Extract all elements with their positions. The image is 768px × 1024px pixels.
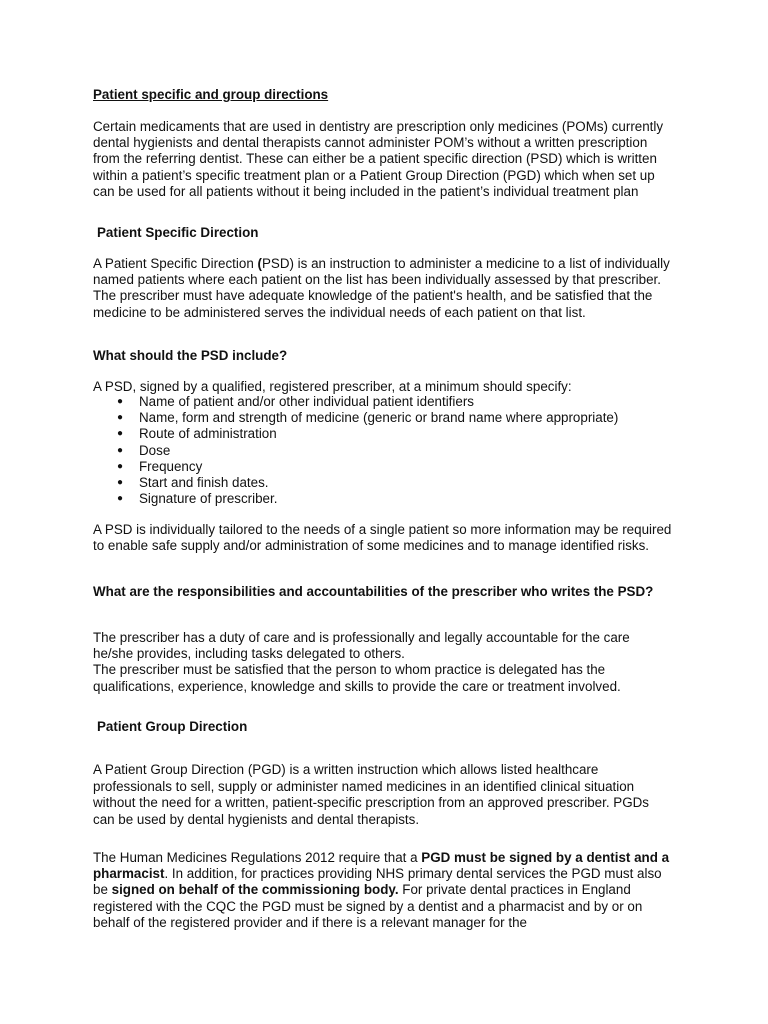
regulations-paragraph [93,850,673,931]
bullet-icon: ● [117,428,124,440]
psd-include-intro: A PSD, signed by a qualified, registered prescriber, at a minimum should specify: [93,379,572,394]
responsibilities-heading: What are the responsibilities and accountabilities of the prescriber who writes the PSD? [93,584,654,599]
bullet-icon: ● [117,477,124,489]
psd-include-list [93,394,673,507]
document-title: Patient specific and group directions [93,87,329,102]
intro-paragraph: Certain medicaments that are used in dentistry are prescription only medicines (POMs) currently dental hygienists and dental therapists cannot administer POM’s without a written prescription from the referring dentist. These can either be a patient specific direction (PSD) which is written within a patient’s specific treatment plan or a Patient Group Direction (PGD) which when set up can be used for all patients without it being included in the patient’s individual treatment plan [93,119,664,199]
list-item [93,426,673,442]
psd-paragraph-text-a: A Patient Specific Direction [93,256,258,271]
list-item-text: Name, form and strength of medicine (generic or brand name where appropriate) [139,410,619,426]
psd-paragraph-bold-paren: ( [257,256,262,271]
regulations-text-1: The Human Medicines Regulations 2012 require that a [93,850,422,865]
psd-tailored-paragraph: A PSD is individually tailored to the needs of a single patient so more information may be required to enable safe supply and/or administration of some medicines and to manage identified risks. [93,522,672,554]
psd-heading: Patient Specific Direction [97,225,259,240]
responsibilities-line-1: The prescriber has a duty of care and is professionally and legally accountable for the care he/she provides, including tasks delegated to others. [93,630,630,662]
psd-include-heading: What should the PSD include? [93,348,288,363]
bullet-icon: ● [117,493,124,505]
list-item-text: Dose [139,442,171,458]
bullet-icon: ● [117,460,124,472]
list-item [93,410,673,426]
regulations-bold-2: signed on behalf of the commissioning body. [111,882,399,898]
list-item-text: Signature of prescriber. [139,491,278,507]
list-item [93,475,673,491]
list-item [93,443,673,459]
regulations-bold-1: PGD must be signed by a dentist and a pharmacist [93,850,670,882]
pgd-paragraph: A Patient Group Direction (PGD) is a written instruction which allows listed healthcare professionals to sell, supply or administer named medicines in an identified clinical situation without the need for a written, patient-specific prescription from an approved prescriber. PGDs can be used by dental hygienists and dental therapists. [93,762,649,827]
psd-paragraph-text-b: PSD) is an instruction to administer a medicine to a list of individually named patients where each patient on the list has been individually assessed by that prescriber. The prescriber must have adequate knowledge of the patient's health, and be satisfied that the medicine to be administered serves the individual needs of each patient on that list. [93,256,670,320]
list-item-text: Route of administration [139,426,277,442]
regulations-text-3: For private dental practices in England registered with the CQC the PGD must be signed by a dentist and a pharmacist and by or on behalf of the registered provider and if there is a relevant manager for the [93,882,643,930]
bullet-icon: ● [117,444,124,456]
list-item-text: Name of patient and/or other individual patient identifiers [139,394,474,409]
list-item-text: Frequency [139,458,203,474]
pgd-heading: Patient Group Direction [97,719,248,734]
bullet-icon: ● [117,412,124,424]
responsibilities-paragraph [93,630,673,695]
list-item [93,459,673,475]
list-item-text: Start and finish dates. [139,475,269,491]
psd-paragraph [93,256,673,321]
responsibilities-line-2: The prescriber must be satisfied that the person to whom practice is delegated has the qualifications, experience, knowledge and skills to provide the care or treatment involved. [93,662,621,694]
list-item [93,491,673,507]
list-item [93,394,673,410]
bullet-icon: ● [117,396,124,407]
regulations-text-2: . In addition, for practices providing NHS primary dental services the PGD must also be [93,866,662,898]
